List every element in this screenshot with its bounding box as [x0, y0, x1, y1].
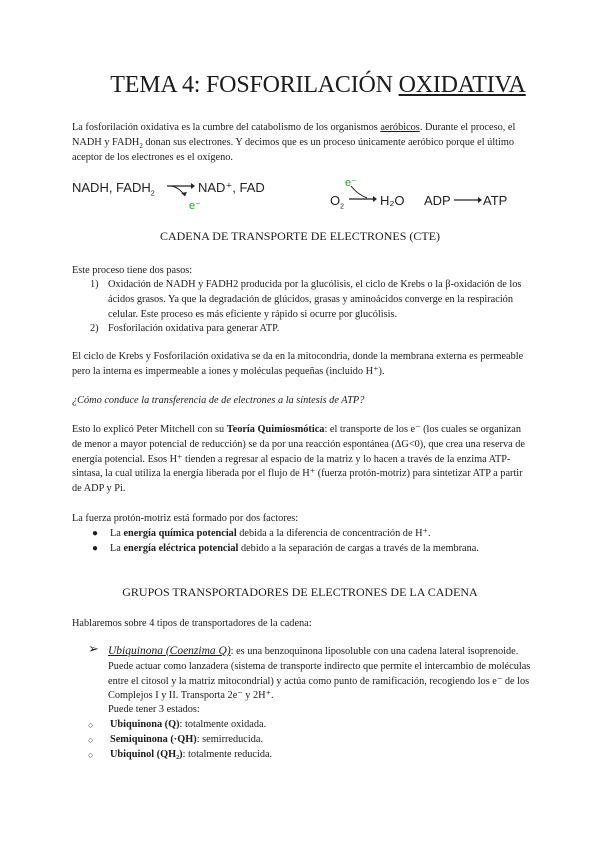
aerobic-term: aeróbicos	[380, 122, 420, 133]
title-text: TEMA 4: FOSFORILACIÓN	[110, 72, 399, 98]
factor-item: ● La energía química potencial debida a la diferencia de concentración de H⁺.	[92, 528, 431, 539]
equation-nadh: NADH, $FADH_2$	[72, 180, 155, 198]
equation-atp: ATP	[483, 193, 508, 208]
states-list	[0, 718, 540, 762]
equation-nad: NAD⁺, FAD	[198, 180, 265, 195]
step-item: 2) Fosforilación oxidativa para generar ATP.	[90, 323, 280, 335]
electron-label-2: e⁻	[345, 177, 357, 189]
section-title-cte: CADENA DE TRANSPORTE DE ELECTRONES (CTE)	[159, 229, 441, 243]
arrow-bullet-icon: ➢	[88, 641, 99, 656]
adp-arrow-icon	[452, 193, 484, 207]
reaction-arrow-icon	[165, 178, 195, 200]
question-heading: ¿Cómo conduce la transferencia de de electrones a la síntesis de ATP?	[72, 395, 365, 406]
krebs-paragraph: El ciclo de Krebs y Fosforilación oxidativa se da en la mitocondria, donde la membrana externa es permeable pero la interna es impermeable a iones y moléculas pequeñas (incluido H⁺).	[72, 351, 524, 377]
title-underlined-word: OXIDATIVA	[398, 72, 526, 98]
intro-paragraph: La fosforilación oxidativa es la cumbre del catabolismo de los organismos aeróbicos. Durante el proceso, el NADH y $FADH_2$ donan sus electrones. Y decimos que es un proceso únicamente aeróbico porque el último aceptor de los electrones es el oxígeno.	[72, 122, 516, 163]
steps-list	[72, 278, 532, 337]
factors-list	[72, 527, 532, 557]
step-item: 1) Oxidación de NADH y FADH2 producida por la glucólisis, el ciclo de Krebs o la β-oxidación de los ácidos grasos. Ya que la degradación de glúcidos, grasas y aminoácidos converge en la respiración celular. Este proceso es más eficiente y rápido si ocurre por glucólisis.	[90, 279, 522, 320]
ubiquinona-term: Ubiquinona (Coenzima Q)	[108, 645, 231, 657]
transport-intro: Hablaremos sobre 4 tipos de transportadores de la cadena:	[72, 618, 312, 629]
equation-water: H₂O	[380, 193, 405, 208]
section-title-grupos: GRUPOS TRANSPORTADORES DE ELECTRONES DE LA CADENA	[122, 585, 478, 599]
state-item: ○ Ubiquinona (Q): totalmente oxidada.	[88, 719, 267, 730]
equation-adp: ADP	[424, 193, 451, 208]
mitchell-paragraph: Esto lo explicó Peter Mitchell con su Teoría Quimiosmótica: el transporte de los e⁻ (los cuales se organizan de menor a mayor potencial de reducción) se da por una reacción espontánea (ΔG<0), que crea una reserva de energía potencial. Esos H⁺ tienden a regresar al espacio de la matriz y lo hacen a través de la enzima ATP-sintasa, la cual utiliza la energía liberada por el flujo de H⁺ (fuerza protón-motriz) para sintetizar ATP a partir de ADP y Pi.	[72, 424, 525, 495]
state-item: ○ Semiquinona (·QH): semirreducida.	[88, 733, 264, 745]
oxygen-arrow-icon	[345, 184, 379, 206]
ubiquinona-paragraph: Ubiquinona (Coenzima Q): es una benzoquinona liposoluble con una cadena lateral isoprenoide. Puede actuar como lanzadera (sistema de transporte indirecto que permite el intercambio de moléculas entre el citosol y la matriz mitocondrial) y actúa como punto de ramificación, recogiendo los e⁻ de los Complejos I y II. Transporta 2e⁻ y 2H⁺.	[108, 645, 531, 702]
state-item: ○ Ubiquinol (QH₂): totalmente reducida.	[88, 748, 273, 760]
factor-item: ● La energía eléctrica potencial debido a la separación de cargas a través de la membrana.	[92, 542, 479, 554]
factors-intro: La fuerza protón-motriz está formado por dos factores:	[72, 513, 299, 524]
electron-label-1: e⁻	[189, 200, 201, 212]
steps-intro: Este proceso tiene dos pasos:	[72, 265, 193, 276]
states-intro: Puede tener 3 estados:	[108, 704, 200, 715]
page-title	[0, 72, 600, 99]
equation-oxygen: $O_2$	[330, 193, 345, 211]
